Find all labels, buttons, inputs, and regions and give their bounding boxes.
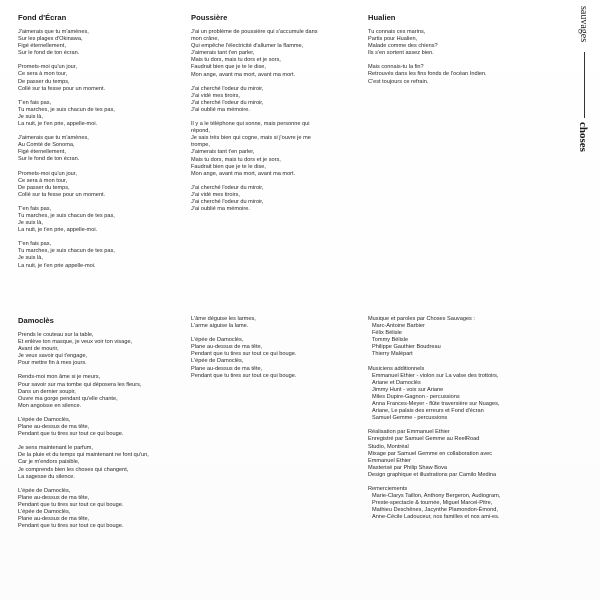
lyric-line: Je sens maintenant le parfum, <box>18 445 93 452</box>
credits-line: Mixage par Samuel Gemme en collaboration avec <box>368 450 493 457</box>
credits-line: Mathieu Deschênes, Jacynthe Plamondon-Émond, <box>372 507 498 514</box>
lyric-line: Avant de mourir, <box>18 346 59 353</box>
lyric-line: L'épée de Damoclès, <box>191 358 244 365</box>
lyric-line: J'ai vidé mes tiroirs, <box>191 92 240 99</box>
lyric-line: L'âme déguise les larmes, <box>191 316 256 322</box>
credits-line: Anna Frances-Meyer - flûte traversière sur Nuages, <box>372 401 500 408</box>
lyric-line: Plane au-dessus de ma tête, <box>191 344 263 351</box>
credits-block <box>368 316 558 359</box>
lyric-line: Plane au-dessus de ma tête, <box>18 516 90 523</box>
lyric-line: J'ai vidé mes tiroirs, <box>191 191 240 198</box>
lyric-line: Et enlève ton masque, je veux voir ton visage, <box>18 339 133 346</box>
song-poussiere <box>191 13 361 220</box>
lyric-stanza <box>18 374 183 409</box>
credits-line: Marc-Antoine Barbier <box>372 323 425 330</box>
credits-line: Design graphique et illustrations par Camilo Medina <box>368 471 497 478</box>
logo-word-sauvages: sauvages <box>578 6 589 43</box>
lyric-line: Pendant que tu tires sur tout ce qui bouge. <box>191 351 297 358</box>
lyric-line: T'en fais pas, <box>18 99 52 106</box>
lyric-line: Mais tu dors, mais tu dors et je sors, <box>191 156 281 163</box>
lyric-line: Faudrait bien que je te le dise, <box>191 163 266 170</box>
lyric-line: La nuit, je t'en prie appelle-moi. <box>18 262 96 269</box>
credits-block <box>368 429 558 479</box>
lyric-line: Plane au-dessus de ma tête, <box>18 494 90 501</box>
credits-line: Enregistré par Samuel Gemme au ReelRoad <box>368 436 480 443</box>
credits-line: Réalisation par Emmanuel Ethier <box>368 429 450 436</box>
lyric-line: Tu marches, je suis chacun de tes pas, <box>18 212 115 219</box>
lyric-line: Mon ange, avant ma mort, avant ma mort. <box>191 170 296 177</box>
lyric-line: Mais tu dors, mais tu dors et je sors, <box>191 57 281 64</box>
song-lyrics <box>191 29 361 213</box>
lyric-stanza <box>18 29 183 57</box>
lyric-line: L'épée de Damoclès, <box>18 416 71 423</box>
lyric-stanza <box>18 171 183 199</box>
lyric-stanza <box>191 121 361 178</box>
band-logo <box>565 6 599 166</box>
credits-line: Anne-Cécile Ladouceur, nos familles et nos ami-es. <box>372 514 500 521</box>
song-lyrics <box>18 332 183 530</box>
lyric-line: J'ai oublié ma mémoire. <box>191 206 250 213</box>
lyric-line: La sagesse du silence. <box>18 473 75 480</box>
lyric-line: J'ai oublié ma mémoire. <box>191 106 250 113</box>
lyric-line: Collé sur ta fesse pour un moment. <box>18 85 106 92</box>
credits-block <box>368 366 558 423</box>
credits-line: Thierry Malépart <box>372 351 413 358</box>
lyric-stanza <box>191 316 361 330</box>
lyric-line: Mais connais-tu la fin? <box>368 64 424 71</box>
credits-line: Musique et paroles par Choses Sauvages : <box>368 316 475 322</box>
lyric-line: Je suis là, <box>18 113 43 120</box>
lyric-stanza <box>191 337 361 380</box>
song-lyrics <box>368 29 538 86</box>
lyric-line: J'aimerais que tu m'amènes, <box>18 135 89 142</box>
lyric-line: Tu marches, je suis chacun de tes pas, <box>18 106 115 113</box>
credits-line: Félix Bélisle <box>372 330 402 337</box>
lyric-line: Faudrait bien que je te le dise, <box>191 64 266 71</box>
lyric-line: Rends-moi mon âme si je meurs, <box>18 374 101 381</box>
lyric-stanza <box>18 135 183 163</box>
lyric-stanza <box>368 29 538 57</box>
lyric-line: Pendant que tu tires sur tout ce qui bouge. <box>191 372 297 379</box>
lyric-line: Pendant que tu tires sur tout ce qui bouge. <box>18 431 124 438</box>
lyric-line: Promets-moi qu'un jour, <box>18 170 77 177</box>
lyric-line: C'est toujours ce refrain. <box>368 78 429 85</box>
credits-line: Tommy Bélisle <box>372 337 409 344</box>
lyric-line: Mon ange, avant ma mort, avant ma mort. <box>191 71 296 78</box>
lyric-line: Qui empêche l'électricité d'allumer la flamme, <box>191 43 304 50</box>
lyric-stanza <box>191 185 361 213</box>
lyric-stanza <box>18 332 183 367</box>
credits-line: Preste-spectacle & tournée, Miguel Marcel-Pitre, <box>372 500 493 507</box>
lyric-stanza <box>18 206 183 234</box>
credits-line: Jimmy Hunt - voix sur Ariane <box>372 386 444 393</box>
song-damocles <box>18 316 183 537</box>
lyric-line: La nuit, je t'en prie, appelle-moi. <box>18 227 98 234</box>
lyric-line: L'arme aiguise la lame. <box>191 323 249 330</box>
lyric-line: Ils s'en sortent assez bien. <box>368 50 434 57</box>
lyric-line: L'épée de Damoclès, <box>18 487 71 494</box>
lyric-line: J'ai cherché l'odeur du miroir, <box>191 184 264 191</box>
lyric-stanza <box>18 241 183 269</box>
lyric-line: répond, <box>191 128 210 135</box>
logo-divider-line <box>584 52 585 118</box>
credits-line: Ariane et Damoclès <box>372 379 421 386</box>
lyric-line: Pour savoir sur ma tombe qui déposera les fleurs, <box>18 381 142 388</box>
lyric-stanza <box>191 29 361 79</box>
credits-line: Philippe Gauthier Boudreau <box>372 344 441 351</box>
lyric-line: De passer du temps, <box>18 78 70 85</box>
lyric-line: Je suis là, <box>18 255 43 262</box>
song-lyrics <box>18 29 183 270</box>
lyric-line: T'en fais pas, <box>18 205 52 212</box>
lyric-line: Partis pour Hualien, <box>368 36 418 43</box>
lyric-line: Malade comme des chiens? <box>368 43 438 50</box>
lyric-line: J'aimerais tant t'en parler, <box>191 50 255 57</box>
lyric-line: L'épée de Damoclès, <box>191 337 244 344</box>
lyric-line: Dans un dernier soupir, <box>18 388 76 395</box>
lyric-line: Je comprends bien les choses qui changent, <box>18 466 129 473</box>
credits-line: Emmanuel Ethier - violon sur La valse des trottoirs, <box>372 372 499 379</box>
lyric-line: Je suis là, <box>18 220 43 227</box>
lyric-line: Mon angoisse en silence. <box>18 402 82 409</box>
album-credits <box>368 316 558 528</box>
lyric-line: J'aimerais que tu m'amènes, <box>18 29 89 35</box>
lyric-line: Plane au-dessus de ma tête, <box>191 365 263 372</box>
lyric-line: Sur le fond de ton écran. <box>18 50 80 57</box>
lyric-line: Au Comté de Sonoma, <box>18 142 75 149</box>
credits-block <box>368 486 558 521</box>
logo-word-choses: choses <box>577 122 589 152</box>
song-title: Poussière <box>191 13 228 22</box>
lyric-line: J'ai un problème de poussière qui s'accumule dans <box>191 29 318 35</box>
song-hualien <box>368 13 538 93</box>
lyric-line: Ce sera à mon tour, <box>18 71 68 78</box>
lyric-stanza <box>18 488 183 531</box>
lyric-line: Pendant que tu tires sur tout ce qui bouge. <box>18 501 124 508</box>
lyric-line: Ouvre ma gorge pendant qu'elle chante, <box>18 395 118 402</box>
lyric-line: J'aimerais tant t'en parler, <box>191 149 255 156</box>
lyric-line: Sur les plages d'Okinawa, <box>18 36 83 43</box>
credits-blocks <box>368 316 558 521</box>
lyric-line: Je veux savoir qui t'engage, <box>18 353 88 360</box>
lyric-line: Pour mettre fin à mes jours. <box>18 360 87 367</box>
credits-line: Masterisé par Philip Shaw Bova <box>368 464 447 471</box>
lyric-line: mon crâne, <box>191 36 219 43</box>
credits-line: Miles Dupire-Gagnon - percussions <box>372 393 460 400</box>
credits-line: Samuel Gemme - percussions <box>372 415 448 422</box>
lyric-line: Figé éternellement, <box>18 43 66 50</box>
lyric-line: J'ai cherché l'odeur du miroir, <box>191 99 264 106</box>
lyric-line: J'ai cherché l'odeur du miroir, <box>191 85 264 92</box>
lyric-stanza <box>18 417 183 438</box>
lyric-line: Je sais très bien qui cogne, mais si j'ouvre je me <box>191 135 311 142</box>
lyric-stanza <box>191 86 361 114</box>
lyric-stanza <box>18 64 183 92</box>
lyric-line: Collé sur ta fesse pour un moment. <box>18 191 106 198</box>
lyric-line: Il y a le téléphone qui sonne, mais personne qui <box>191 121 310 128</box>
lyric-line: De la pluie et du temps qui maintenant ne font qu'un, <box>18 452 149 459</box>
lyric-line: Car je m'endors paisible, <box>18 459 80 466</box>
lyric-line: Plane au-dessus de ma tête, <box>18 424 90 431</box>
credits-line: Remerciements <box>368 485 408 492</box>
lyric-line: Figé éternellement, <box>18 149 66 156</box>
lyric-line: J'ai cherché l'odeur du miroir, <box>191 198 264 205</box>
lyric-line: Retrouvés dans les fins fonds de l'océan Indien. <box>368 71 487 78</box>
credits-line: Musiciens additionnels <box>368 365 425 372</box>
lyric-line: Pendant que tu tires sur tout ce qui bouge. <box>18 523 124 530</box>
lyric-stanza <box>18 445 183 480</box>
lyric-line: Promets-moi qu'un jour, <box>18 64 77 71</box>
song-damocles-continued <box>191 316 361 387</box>
song-title: Fond d'Écran <box>18 13 67 22</box>
lyric-line: De passer du temps, <box>18 184 70 191</box>
song-title: Hualien <box>368 13 396 22</box>
lyric-line: T'en fais pas, <box>18 241 52 248</box>
lyric-line: La nuit, je t'en prie, appelle-moi. <box>18 121 98 128</box>
lyric-line: Ce sera à mon tour, <box>18 177 68 184</box>
credits-line: Ariane, Le palais des erreurs et Fond d'écran <box>372 408 484 415</box>
lyric-line: Tu marches, je suis chacun de tes pas, <box>18 248 115 255</box>
lyric-line: Tu connais ces marins, <box>368 29 426 35</box>
credits-line: Studio, Montréal <box>368 443 409 450</box>
lyric-line: Sur le fond de ton écran. <box>18 156 80 163</box>
credits-line: Emmanuel Ethier <box>368 457 411 464</box>
lyric-stanza <box>18 100 183 128</box>
lyric-line: L'épée de Damoclès, <box>18 508 71 515</box>
lyric-line: trompe, <box>191 142 210 149</box>
song-title: Damoclès <box>18 316 54 325</box>
song-lyrics <box>191 316 361 380</box>
song-fond-decran <box>18 13 183 277</box>
credits-line: Marie-Clarys Taillon, Anthony Bergeron, Audiogram, <box>372 493 501 500</box>
lyric-line: Prends le couteau sur la table, <box>18 332 94 338</box>
lyric-stanza <box>368 64 538 85</box>
